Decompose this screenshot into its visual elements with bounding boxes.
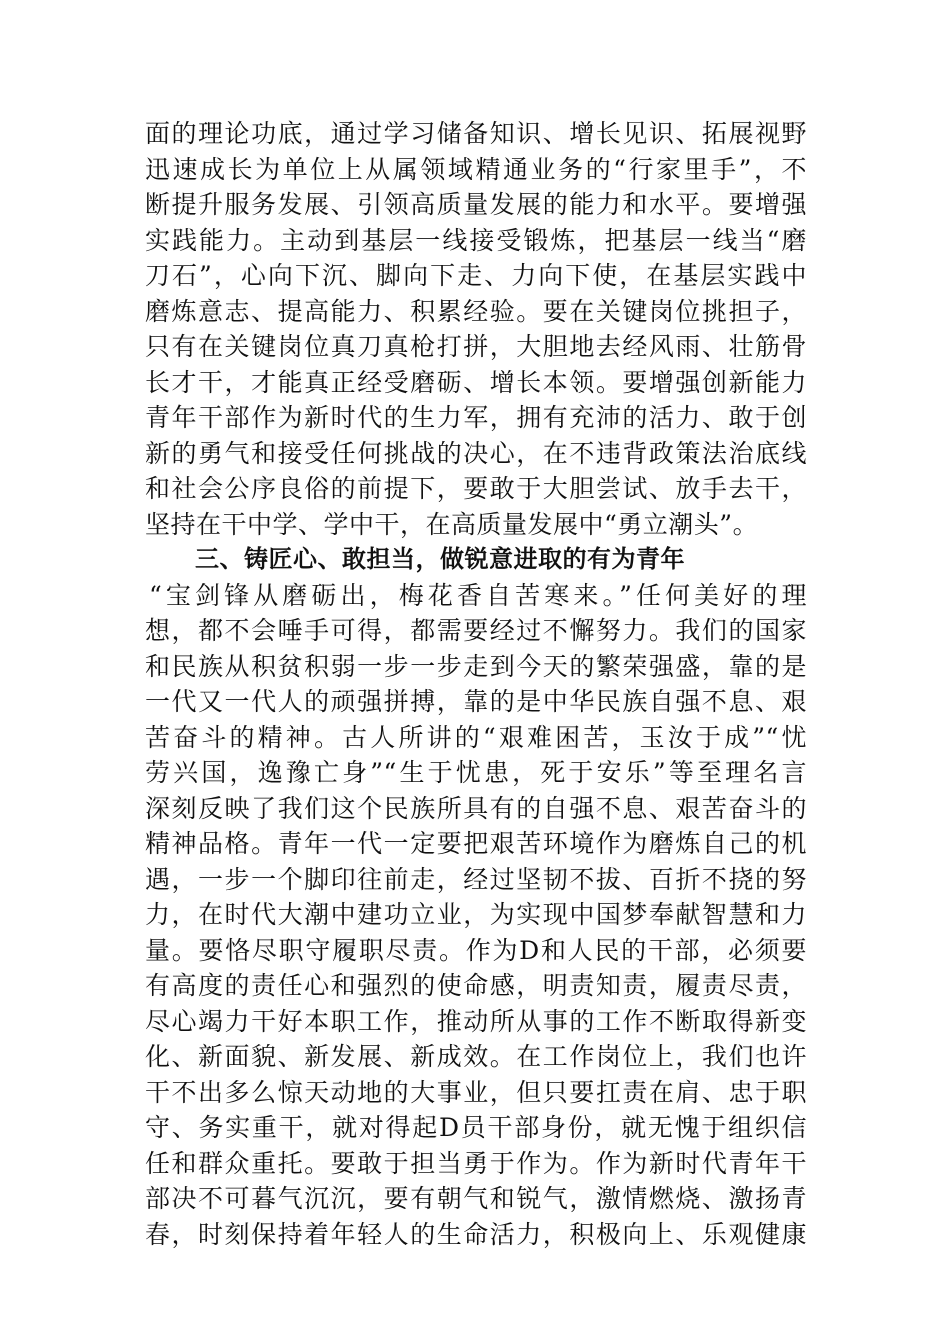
paragraph-continued — [145, 116, 807, 542]
text-line: 新的勇气和接受任何挑战的决心，在不违背政策法治底线 — [145, 438, 807, 468]
text-line: 面的理论功底，通过学习储备知识、增长见识、拓展视野 — [145, 119, 807, 148]
text-line: 和民族从积贫积弱一步一步走到今天的繁荣强盛，靠的是 — [145, 651, 807, 681]
section-heading: 三、铸匠心、敢担当，做锐意进取的有为青年 — [195, 545, 685, 573]
text-line: 断提升服务发展、引领高质量发展的能力和水平。要增强 — [145, 190, 807, 219]
text-line: 长才干，才能真正经受磨砺、增长本领。要增强创新能力 — [145, 367, 807, 397]
text-line: 迅速成长为单位上从属领域精通业务的“行家里手”，不 — [145, 154, 807, 184]
text-line: 磨炼意志、提高能力、积累经验。要在关键岗位挑担子， — [145, 296, 807, 326]
text-line: 干不出多么惊天动地的大事业，但只要扛责在肩、忠于职 — [145, 1077, 807, 1107]
text-line: 一代又一代人的顽强拼搏，靠的是中华民族自强不息、艰 — [145, 687, 807, 716]
text-line: 化、新面貌、新发展、新成效。在工作岗位上，我们也许 — [145, 1042, 807, 1071]
text-line: 只有在关键岗位真刀真枪打拼，大胆地去经风雨、壮筋骨 — [145, 332, 807, 361]
text-line: 部决不可暮气沉沉，要有朝气和锐气，激情燃烧、激扬青 — [145, 1184, 807, 1213]
text-line: 量。要恪尽职守履职尽责。作为D和人民的干部，必须要 — [145, 935, 807, 965]
text-line: “宝剑锋从磨砺出，梅花香自苦寒来。”任何美好的理 — [149, 580, 807, 610]
paragraph — [145, 578, 807, 1253]
text-line: 劳兴国，逸豫亡身”“生于忧患，死于安乐”等至理名言 — [145, 758, 807, 787]
text-line: 尽心竭力干好本职工作，推动所从事的工作不断取得新变 — [145, 1006, 807, 1036]
text-line: 实践能力。主动到基层一线接受锻炼，把基层一线当“磨 — [145, 225, 807, 255]
text-line: 春，时刻保持着年轻人的生命活力，积极向上、乐观健康 — [145, 1219, 807, 1249]
text-line: 遇，一步一个脚印往前走，经过坚韧不拔、百折不挠的努 — [145, 864, 807, 894]
text-line: 力，在时代大潮中建功立业，为实现中国梦奉献智慧和力 — [145, 900, 807, 929]
text-line: 任和群众重托。要敢于担当勇于作为。作为新时代青年干 — [145, 1148, 807, 1178]
text-line: 精神品格。青年一代一定要把艰苦环境作为磨炼自己的机 — [145, 829, 807, 858]
text-line: 苦奋斗的精神。古人所讲的“艰难困苦，玉汝于成”“忧 — [145, 722, 807, 752]
text-line: 和社会公序良俗的前提下，要敢于大胆尝试、放手去干， — [145, 474, 807, 503]
text-line: 刀石”，心向下沉、脚向下走、力向下使，在基层实践中 — [145, 261, 807, 290]
document-body — [145, 116, 807, 1252]
text-line: 深刻反映了我们这个民族所具有的自强不息、艰苦奋斗的 — [145, 793, 807, 823]
text-line: 守、务实重干，就对得起D员干部身份，就无愧于组织信 — [145, 1113, 807, 1142]
text-line: 青年干部作为新时代的生力军，拥有充沛的活力、敢于创 — [145, 403, 807, 432]
text-line: 坚持在干中学、学中干，在高质量发展中“勇立潮头”。 — [145, 509, 759, 539]
text-line: 想，都不会唾手可得，都需要经过不懈努力。我们的国家 — [145, 616, 807, 645]
text-line: 有高度的责任心和强烈的使命感，明责知责，履责尽责， — [145, 971, 807, 1000]
